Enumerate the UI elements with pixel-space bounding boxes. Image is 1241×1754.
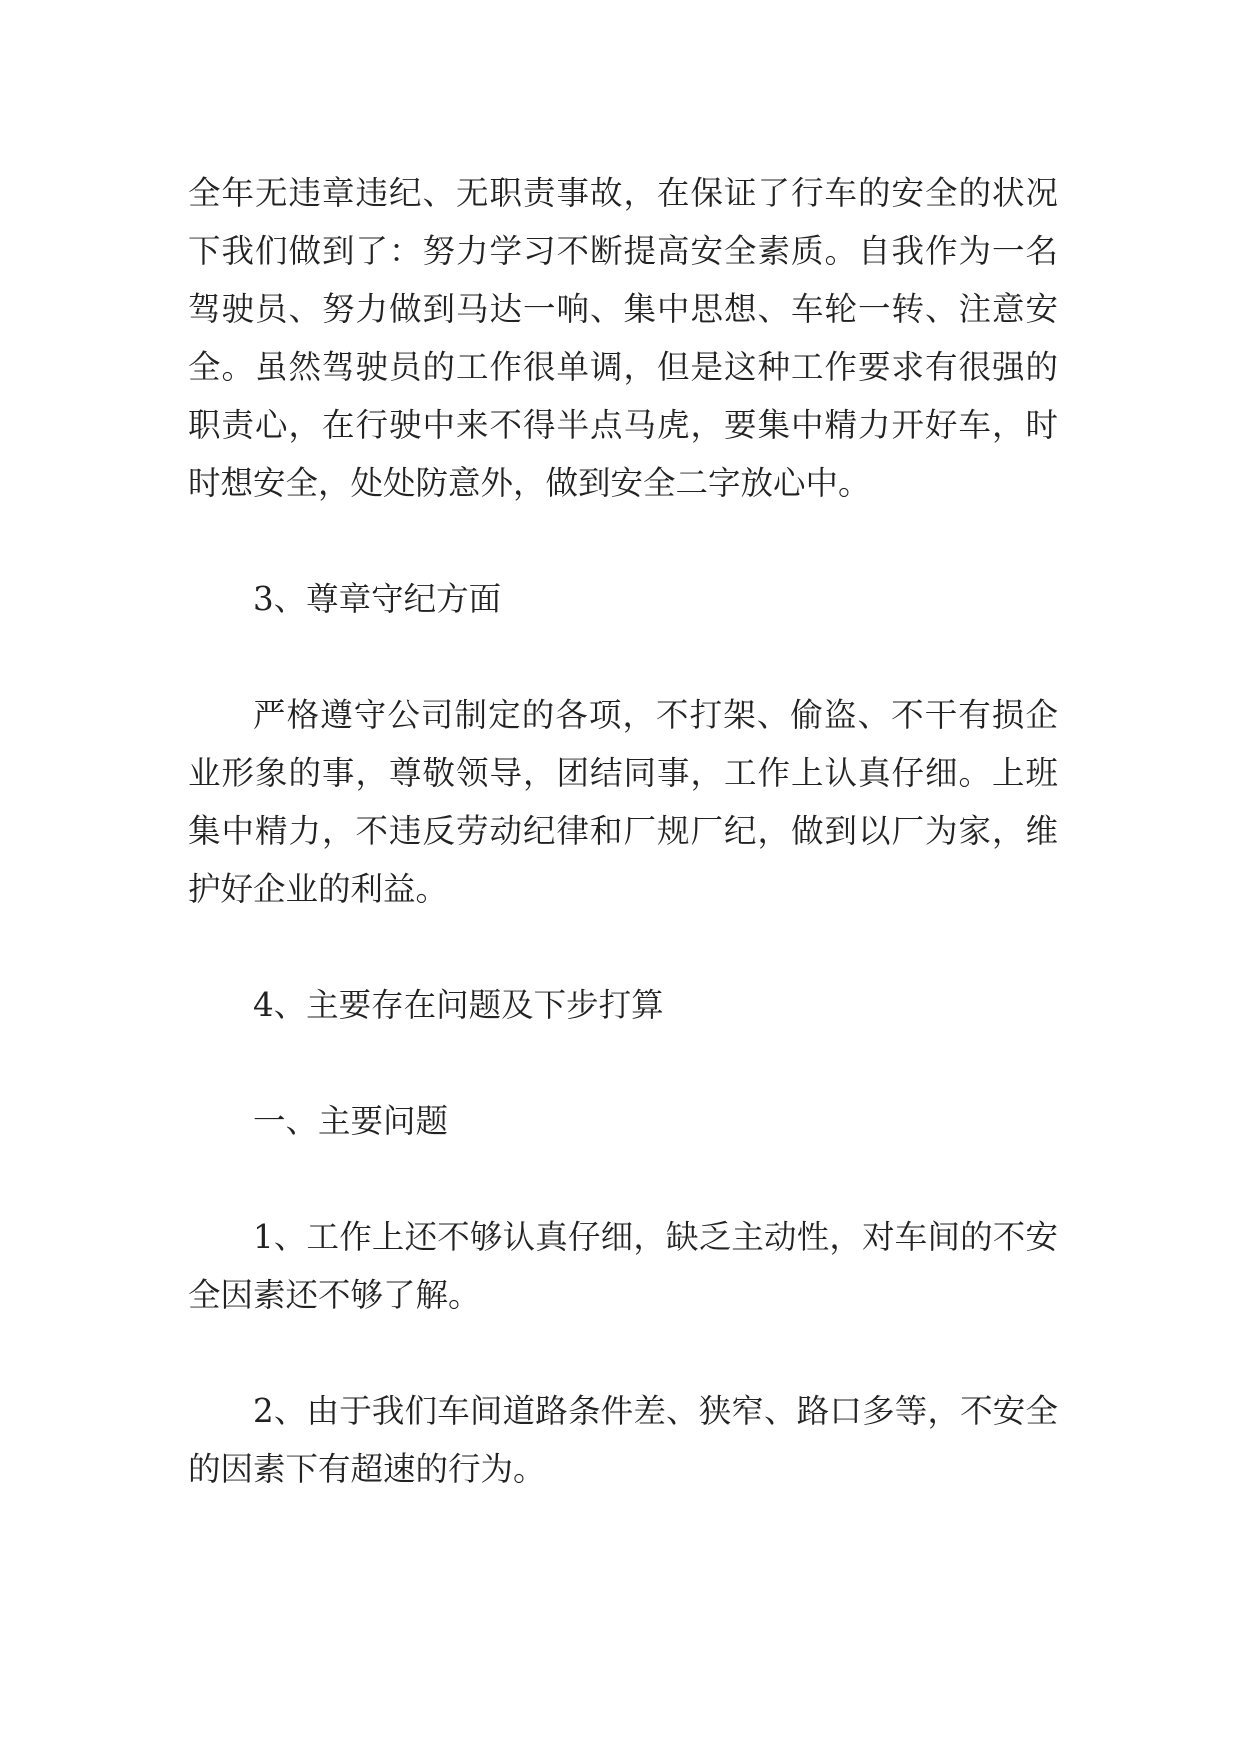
subheading-main-problems: 一、主要问题: [253, 1102, 449, 1140]
paragraph-gap: [188, 1034, 1058, 1092]
paragraph-gap: [188, 628, 1058, 686]
list-item-problem-1: 1、工作上还不够认真仔细，缺乏主动性，对车间的不安全因素还不够了解。: [188, 1218, 1058, 1314]
paragraph-gap: [188, 918, 1058, 976]
list-item-problem-2: 2、由于我们车间道路条件差、狭窄、路口多等，不安全的因素下有超速的行为。: [188, 1392, 1058, 1488]
paragraph-safety-driving: 全年无违章违纪、无职责事故，在保证了行车的安全的状况下我们做到了：努力学习不断提高安全素质。自我作为一名驾驶员、努力做到马达一响、集中思想、车轮一转、注意安全。虽然驾驶员的工作很单调，但是这种工作要求有很强的职责心，在行驶中来不得半点马虎，要集中精力开好车，时时想安全，处处防意外，做到安全二字放心中。: [188, 174, 1058, 502]
paragraph-gap: [188, 512, 1058, 570]
section-heading-problems-plans: 4、主要存在问题及下步打算: [253, 986, 664, 1024]
section-heading-discipline: 3、尊章守纪方面: [253, 580, 502, 618]
document-body: [188, 164, 1058, 1498]
paragraph-gap: [188, 1324, 1058, 1382]
paragraph-discipline: 严格遵守公司制定的各项，不打架、偷盗、不干有损企业形象的事，尊敬领导，团结同事，工作上认真仔细。上班集中精力，不违反劳动纪律和厂规厂纪，做到以厂为家，维护好企业的利益。: [188, 696, 1058, 908]
paragraph-gap: [188, 1150, 1058, 1208]
